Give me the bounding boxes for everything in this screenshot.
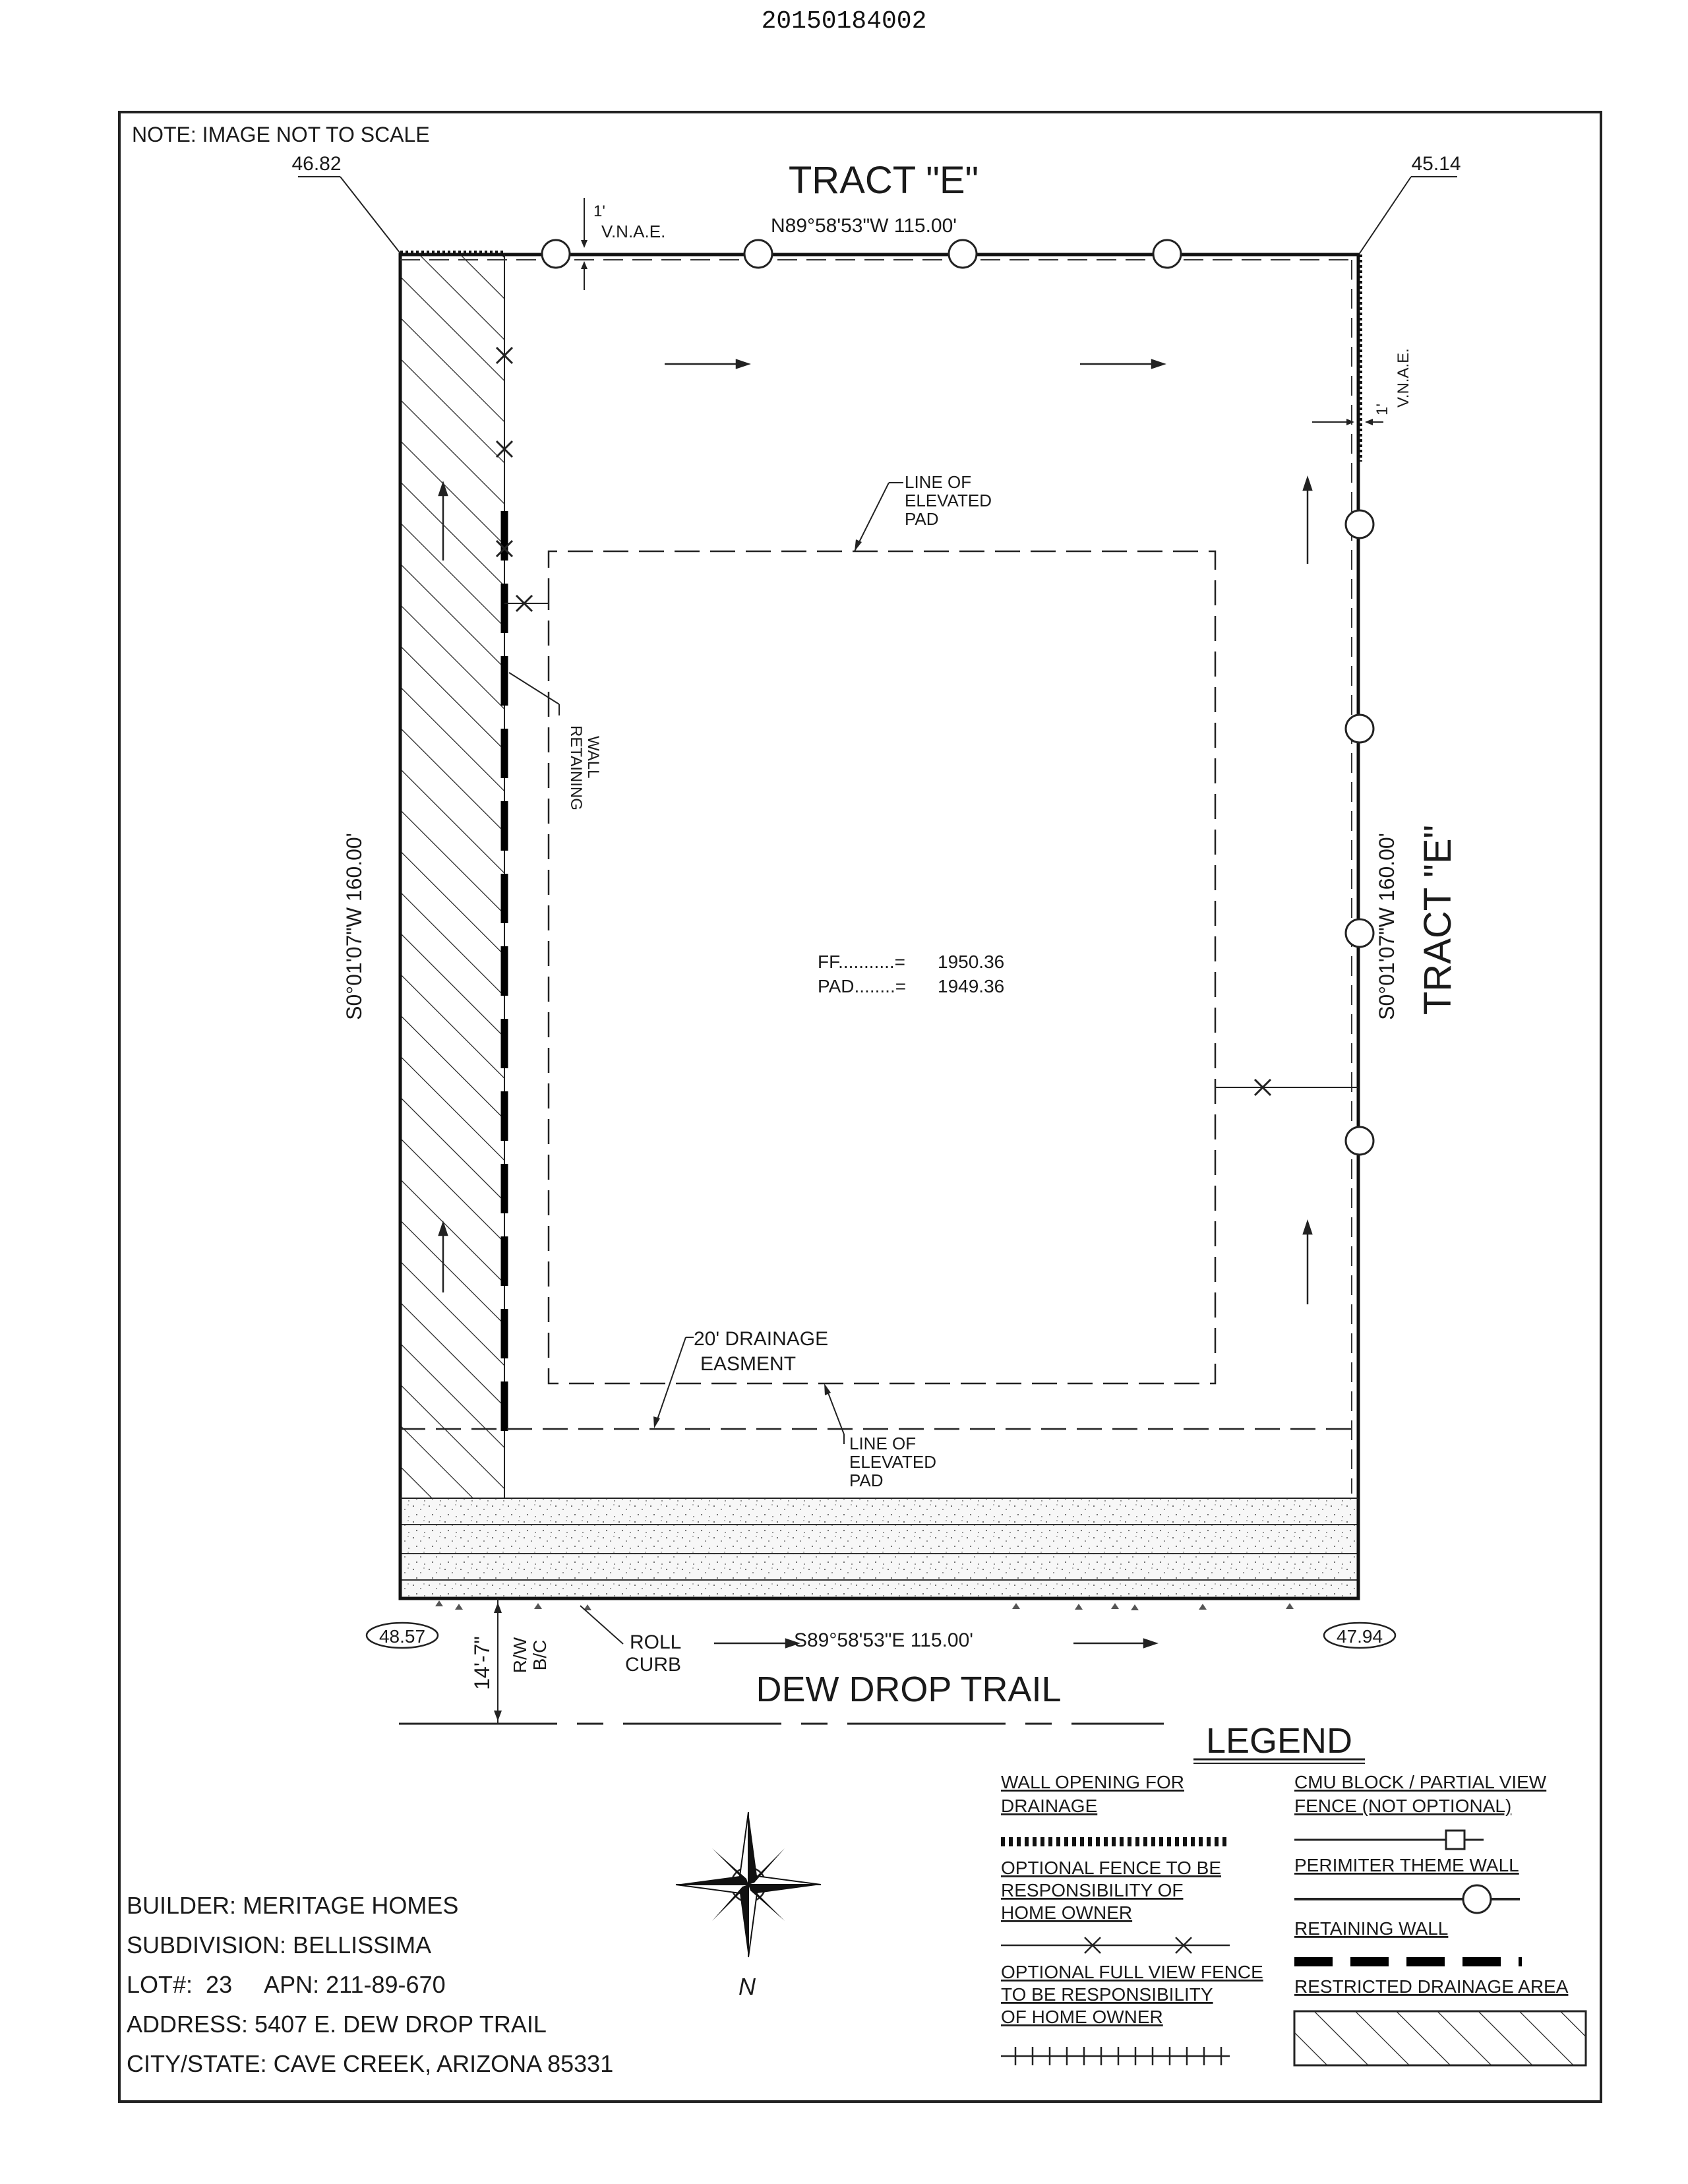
subdivision-info: SUBDIVISION: BELLISSIMA bbox=[127, 1931, 432, 1958]
legend-optional-fence-3: HOME OWNER bbox=[1001, 1902, 1133, 1923]
pad-line-label-bottom-1: LINE OF bbox=[849, 1434, 917, 1453]
builder-info: BUILDER: MERITAGE HOMES bbox=[127, 1892, 459, 1919]
roll-curb bbox=[435, 1600, 1294, 1610]
legend-restricted-drainage: RESTRICTED DRAINAGE AREA bbox=[1294, 1976, 1569, 1997]
legend-restricted-drainage-symbol bbox=[1294, 2011, 1586, 2065]
restricted-drainage-area bbox=[400, 255, 504, 1498]
pad-line-label-3: PAD bbox=[905, 509, 939, 529]
roll-curb-label-1: ROLL bbox=[630, 1631, 682, 1653]
legend-perimiter-wall: PERIMITER THEME WALL bbox=[1294, 1855, 1519, 1875]
vnae-east-dim: 1' bbox=[1373, 404, 1391, 415]
bc-label: B/C bbox=[529, 1639, 550, 1671]
legend-optional-fence-2: RESPONSIBILITY OF bbox=[1001, 1880, 1184, 1900]
legend-optional-fence-1: OPTIONAL FENCE TO BE bbox=[1001, 1858, 1222, 1878]
pad-line-label-bottom-3: PAD bbox=[849, 1471, 884, 1490]
retaining-wall-label-2: WALL bbox=[584, 736, 602, 779]
lot-info: LOT#: 23 APN: 211-89-670 bbox=[127, 1971, 446, 1998]
rw-label: R/W bbox=[510, 1637, 530, 1674]
north-bearing: N89°58'53"W 115.00' bbox=[770, 215, 957, 237]
vnae-north-dim: 1' bbox=[593, 202, 605, 220]
retaining-wall-label-1: RETAINING bbox=[567, 725, 585, 810]
legend-perimiter-wall-symbol bbox=[1294, 1885, 1520, 1913]
ff-value: 1950.36 bbox=[938, 952, 1005, 972]
address-info: ADDRESS: 5407 E. DEW DROP TRAIL bbox=[127, 2011, 547, 2038]
legend-cmu-block-1: CMU BLOCK / PARTIAL VIEW bbox=[1294, 1772, 1547, 1792]
corner-sw: 48.57 bbox=[378, 1626, 426, 1647]
street-name: DEW DROP TRAIL bbox=[756, 1670, 1062, 1709]
pad-label: PAD........= bbox=[818, 976, 907, 996]
roll-curb-label-2: CURB bbox=[625, 1654, 682, 1676]
legend-wall-opening-2: DRAINAGE bbox=[1001, 1796, 1098, 1816]
north-tract-label: TRACT "E" bbox=[788, 159, 979, 202]
legend-title: LEGEND bbox=[1205, 1721, 1353, 1761]
scale-note: NOTE: IMAGE NOT TO SCALE bbox=[132, 123, 430, 146]
drainage-easement-label-2: EASMENT bbox=[700, 1353, 797, 1375]
corner-nw: 46.82 bbox=[291, 153, 342, 175]
pad-line-label-bottom-2: ELEVATED bbox=[849, 1452, 936, 1472]
legend-full-view-3: OF HOME OWNER bbox=[1001, 2007, 1163, 2027]
pad-line-label-1: LINE OF bbox=[905, 472, 972, 492]
vnae-north-label: V.N.A.E. bbox=[601, 222, 666, 241]
vnae-east-label: V.N.A.E. bbox=[1395, 348, 1412, 408]
compass-north-letter: N bbox=[738, 1973, 756, 2000]
east-tract-label: TRACT "E" bbox=[1416, 824, 1459, 1016]
document-number: 20150184002 bbox=[761, 7, 927, 36]
south-bearing: S89°58'53"E 115.00' bbox=[793, 1629, 974, 1651]
pad-line-label-2: ELEVATED bbox=[905, 491, 992, 510]
legend-full-view-2: TO BE RESPONSIBILITY bbox=[1001, 1984, 1213, 2005]
corner-ne: 45.14 bbox=[1411, 153, 1461, 175]
legend-full-view-1: OPTIONAL FULL VIEW FENCE bbox=[1001, 1962, 1263, 1982]
compass-rose-icon bbox=[676, 1812, 821, 1957]
east-bearing: S0°01'07"W 160.00' bbox=[1375, 833, 1399, 1020]
right-of-way-band bbox=[400, 1498, 1358, 1598]
west-bearing: S0°01'07"W 160.00' bbox=[342, 833, 366, 1020]
setback-dimension: 14'-7" bbox=[470, 1636, 494, 1690]
legend-cmu-block-2: FENCE (NOT OPTIONAL) bbox=[1294, 1796, 1512, 1816]
legend-cmu-block-symbol bbox=[1294, 1831, 1484, 1849]
legend-full-view-symbol bbox=[1001, 2047, 1230, 2065]
pad-value: 1949.36 bbox=[938, 976, 1005, 996]
corner-se: 47.94 bbox=[1336, 1626, 1383, 1647]
city-info: CITY/STATE: CAVE CREEK, ARIZONA 85331 bbox=[127, 2050, 614, 2077]
lot-boundary bbox=[400, 255, 1358, 1598]
ff-label: FF...........= bbox=[818, 952, 906, 972]
drainage-easement-label-1: 20' DRAINAGE bbox=[694, 1328, 829, 1350]
legend-optional-fence-symbol bbox=[1001, 1937, 1230, 1953]
perimiter-wall-markers bbox=[542, 240, 1373, 1155]
legend-wall-opening-1: WALL OPENING FOR bbox=[1001, 1772, 1184, 1792]
legend-retaining-wall: RETAINING WALL bbox=[1294, 1918, 1449, 1939]
